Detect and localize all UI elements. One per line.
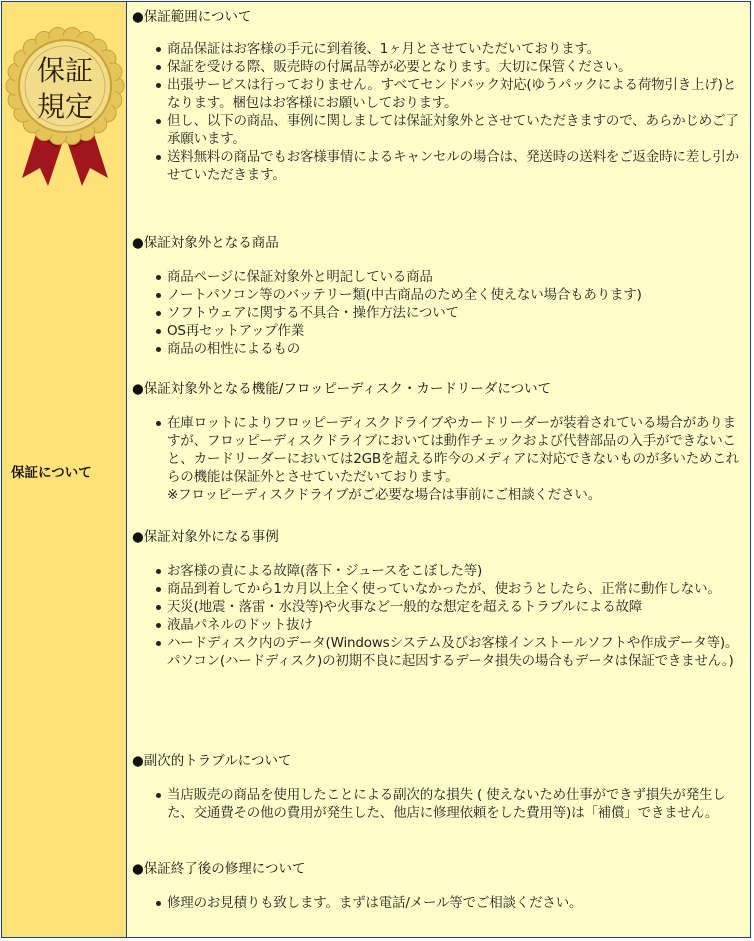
section-list: [132, 268, 744, 358]
section-title: ●副次的トラブルについて: [132, 753, 292, 769]
list-item: 当店販売の商品を使用したことによる副次的な損失 ( 使えないため仕事ができず損失が発生した、交通費その他の費用が発生した、他店に修理依頼をした費用等)は「補償」できません。: [132, 786, 744, 822]
list-item: 保証を受ける際、販売時の付属品等が必要となります。大切に保管ください。: [132, 58, 744, 76]
list-item: 出張サービスは行っておりません。すべてセンドバック対応(ゆうパックによる荷物引き上げ)となります。梱包はお客様にお願いしております。: [132, 76, 744, 112]
list-item: 送料無料の商品でもお客様事情によるキャンセルの場合は、発送時の送料をご返金時に差し引かせていただきます。: [132, 148, 744, 184]
section: [132, 528, 744, 670]
seal-text-line1: 保証: [36, 54, 94, 87]
section-title: ●保証対象外となる機能/フロッピーディスク・カードリーダについて: [132, 381, 552, 397]
list-item: ソフトウェアに関する不具合・操作方法について: [132, 304, 744, 322]
warranty-table: [1, 1, 751, 938]
list-item: 但し、以下の商品、事例に関しましては保証対象外とさせていただきますので、あらかじめご了承願います。: [132, 112, 744, 148]
list-item: ハードディスク内のデータ(Windowsシステム及びお客様インストールソフトや作成データ等)。 パソコン(ハードディスク)の初期不良に起因するデータ損失の場合もデータは保証できません。): [132, 634, 744, 670]
section-list: [132, 894, 744, 912]
section-title: ●保証終了後の修理について: [132, 861, 306, 877]
list-item: 液晶パネルのドット抜け: [132, 616, 744, 634]
content-cell: [127, 2, 750, 937]
section-list: [132, 562, 744, 670]
section: [132, 8, 744, 184]
list-item: 修理のお見積りも致します。まずは電話/メール等でご相談ください。: [132, 894, 744, 912]
list-item: OS再セットアップ作業: [132, 322, 744, 340]
section: [132, 752, 744, 822]
section-list: [132, 414, 744, 504]
list-item: 商品ページに保証対象外と明記している商品: [132, 268, 744, 286]
list-item: ノートパソコン等のバッテリー類(中古商品のため全く使えない場合もあります): [132, 286, 744, 304]
left-header-label: 保証について: [11, 465, 92, 481]
section: [132, 380, 744, 504]
list-item: 商品到着してから1カ月以上全く使っていなかったが、使おうとしたら、正常に動作しない。: [132, 580, 744, 598]
left-header-cell: [2, 2, 127, 937]
section-title: ●保証範囲について: [132, 9, 252, 25]
list-item: 在庫ロットによりフロッピーディスクドライブやカードリーダーが装着されている場合がありますが、フロッピーディスクドライブにおいては動作チェックおよび代替部品の入手ができないこと、カードリーダーにおいては2GBを超える昨今のメディアに対応できないものが多いためこれらの機能は保証外とさせていただいております。 ※フロッピーディスクドライブがご必要な場合は事前にご相談ください。: [132, 414, 744, 504]
section-title: ●保証対象外となる商品: [132, 235, 279, 251]
section: [132, 234, 744, 358]
section-list: [132, 786, 744, 822]
section: [132, 860, 744, 912]
list-item: 天災(地震・落雷・水没等)や火事など一般的な想定を超えるトラブルによる故障: [132, 598, 744, 616]
list-item: お客様の責による故障(落下・ジュースをこぼした等): [132, 562, 744, 580]
list-item: 商品の相性によるもの: [132, 340, 744, 358]
warranty-seal-icon: [4, 10, 126, 188]
list-item: 商品保証はお客様の手元に到着後、1ヶ月とさせていただいております。: [132, 40, 744, 58]
section-list: [132, 40, 744, 184]
seal-text-line2: 規定: [36, 90, 94, 123]
section-title: ●保証対象外になる事例: [132, 529, 279, 545]
